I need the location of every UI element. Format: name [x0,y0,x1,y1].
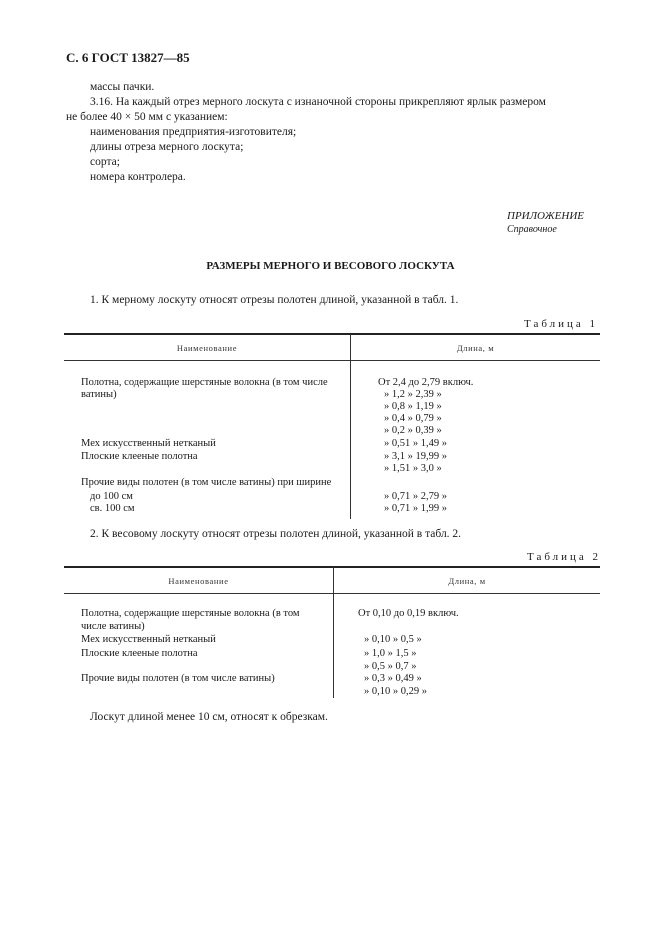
table2-header-rule [64,593,600,594]
table1-col-name-header: Наименование [176,343,238,353]
table1-length-cell: От 2,4 до 2,79 включ. [378,377,474,388]
list-item: длины отреза мерного лоскута; [90,141,244,153]
table1-name-cell: Плоские клееные полотна [81,451,198,462]
table2-top-rule [64,566,600,568]
table1-name-cell: Прочие виды полотен (в том числе ватины) при ширине [81,477,332,488]
table1-caption: Таблица 1 [524,318,599,330]
list-item: наименования предприятия-изготовителя; [90,126,297,138]
appendix-note: Справочное [507,224,557,235]
table1-length-cell: » 0,8 » 1,19 » [384,401,442,412]
table1-length-cell: » 1,51 » 3,0 » [384,463,442,474]
table1-top-rule [64,333,600,335]
table1-length-cell: » 0,71 » 1,99 » [384,503,447,514]
table2-length-cell: » 0,10 » 0,5 » [364,634,422,645]
table2-name-cell: Полотна, содержащие шерстяные волокна (в том [81,608,300,619]
table2-col-length-header: Длина, м [448,576,486,586]
table2-name-cell: Мех искусственный нетканый [81,634,216,645]
table2-length-cell: » 0,5 » 0,7 » [364,661,417,672]
table2-name-cell: числе ватины) [81,621,145,632]
table2-name-cell: Прочие виды полотен (в том числе ватины) [81,673,275,684]
table1-body-divider [350,361,351,519]
table1-lead: 1. К мерному лоскуту относят отрезы полотен длиной, указанной в табл. 1. [90,294,459,306]
table1-header-rule [64,360,600,361]
table2-col-name-header: Наименование [168,576,229,586]
table1-col-length-header: Длина, м [456,343,495,353]
appendix-label: ПРИЛОЖЕНИЕ [507,210,584,222]
table1-name-cell: Полотна, содержащие шерстяные волокна (в том числе [81,377,328,388]
table2-length-cell: » 0,10 » 0,29 » [364,686,427,697]
table2-lead: 2. К весовому лоскуту относят отрезы полотен длиной, указанной в табл. 2. [90,528,462,540]
table1-length-cell: » 1,2 » 2,39 » [384,389,442,400]
page-header: С. 6 ГОСТ 13827—85 [66,50,190,65]
table1-length-cell: » 0,4 » 0,79 » [384,413,442,424]
table2-length-cell: » 1,0 » 1,5 » [364,648,417,659]
footer-note: Лоскут длиной менее 10 см, относят к обрезкам. [90,711,328,723]
table1-name-cell: Мех искусственный нетканый [81,438,216,449]
table2-length-cell: » 0,3 » 0,49 » [364,673,422,684]
intro-line-1: массы пачки. [90,81,155,93]
table2-name-cell: Плоские клееные полотна [81,648,198,659]
table1-length-cell: » 0,71 » 2,79 » [384,491,447,502]
table1-length-cell: » 0,51 » 1,49 » [384,438,447,449]
intro-line-2: 3.16. На каждый отрез мерного лоскута с изнаночной стороны прикрепляют ярлык размером [90,96,546,108]
table1-name-cell: ватины) [81,389,117,400]
table2-caption: Таблица 2 [527,551,602,563]
intro-line-3: не более 40 × 50 мм с указанием: [66,111,228,123]
list-item: номера контролера. [90,171,186,183]
section-title: РАЗМЕРЫ МЕРНОГО И ВЕСОВОГО ЛОСКУТА [206,260,455,272]
table2-length-cell: От 0,10 до 0,19 включ. [358,608,459,619]
table1-length-cell: » 0,2 » 0,39 » [384,425,442,436]
table1-length-cell: » 3,1 » 19,99 » [384,451,447,462]
table1-name-cell: св. 100 см [90,503,135,514]
table2-body-divider [333,594,334,698]
list-item: сорта; [90,156,120,168]
table1-name-cell: до 100 см [90,491,133,502]
